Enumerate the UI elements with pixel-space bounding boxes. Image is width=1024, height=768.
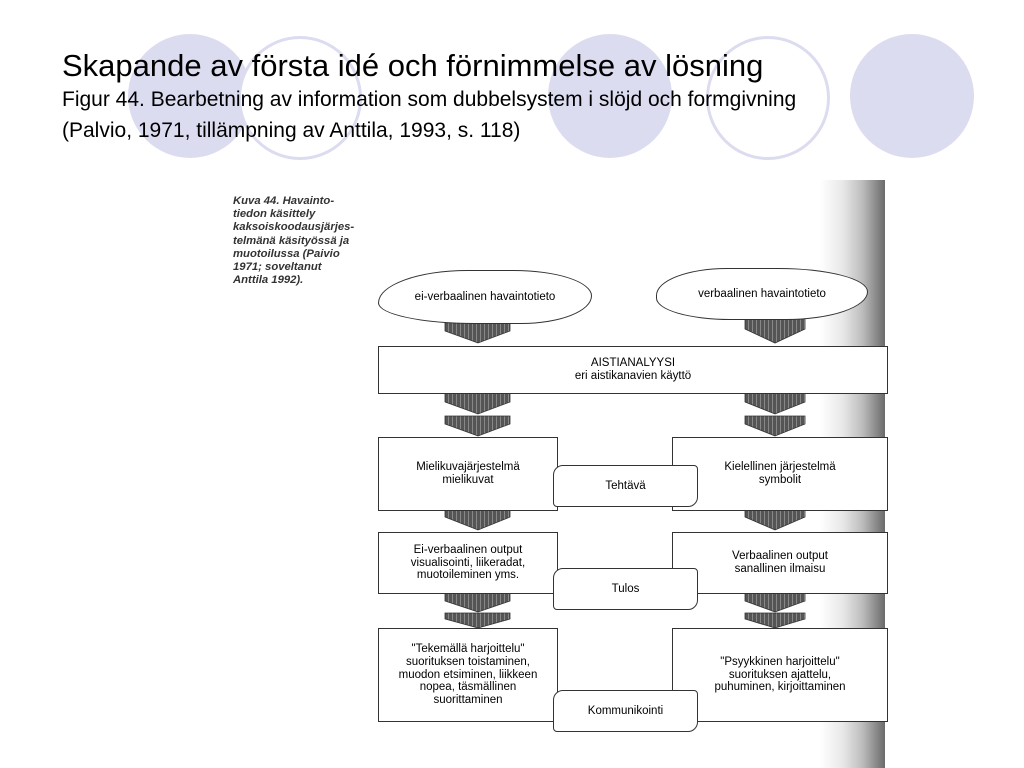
- arrow-left-4: [445, 592, 510, 612]
- input-cloud-verbal: [656, 268, 868, 320]
- task-connector-label: Tehtävä: [605, 480, 646, 492]
- arrow-left-2: [445, 392, 510, 414]
- communication-connector: [553, 690, 698, 732]
- arrow-left-2b: [445, 416, 510, 436]
- arrow-right-4b: [745, 613, 805, 628]
- slide-subtitle-line2: (Palvio, 1971, tillämpning av Anttila, 1993, s. 118): [62, 119, 521, 142]
- input-cloud-nonverbal: [378, 270, 592, 324]
- slide-title: Skapande av första idé och förnimmelse av lösning: [62, 48, 764, 83]
- arrow-left-3: [445, 509, 510, 530]
- arrow-right-1: [745, 318, 805, 343]
- sensory-analysis-title: AISTIANALYYSI: [590, 357, 676, 369]
- verbal-output-box: Verbaalinen output sanallinen ilmaisu: [672, 532, 888, 594]
- verbal-system-box: Kielellinen järjestelmä symbolit: [672, 437, 888, 511]
- input-cloud-nonverbal-label: ei-verbaalinen havaintotieto: [414, 291, 556, 303]
- input-cloud-verbal-label: verbaalinen havaintotieto: [698, 288, 826, 300]
- sensory-analysis-band: [378, 346, 888, 394]
- sensory-analysis-subtitle: eri aistikanavien käyttö: [574, 370, 692, 382]
- practice-by-doing-box: "Tekemällä harjoittelu" suorituksen toistaminen, muodon etsiminen, liikkeen nopea, täsmällinen suorittaminen: [378, 628, 558, 722]
- task-connector: [553, 465, 698, 507]
- communication-connector-label: Kommunikointi: [587, 705, 664, 717]
- imagery-system-box: Mielikuvajärjestelmä mielikuvat: [378, 437, 558, 511]
- mental-practice-box: "Psyykkinen harjoittelu" suorituksen ajattelu, puhuminen, kirjoittaminen: [672, 628, 888, 722]
- arrow-left-1: [445, 322, 510, 343]
- figure-caption: Kuva 44. Havainto- tiedon käsittely kaksoiskoodausjärjes- telmänä käsityössä ja muotoilussa (Paivio 1971; soveltanut Anttila 1992).: [233, 195, 355, 287]
- arrow-right-4: [745, 592, 805, 612]
- arrow-right-2b: [745, 416, 805, 436]
- slide-subtitle-line1: Figur 44. Bearbetning av information som dubbelsystem i slöjd och formgivning: [62, 88, 797, 111]
- result-connector: [553, 568, 698, 610]
- nonverbal-output-box: Ei-verbaalinen output visualisointi, liikeradat, muotoileminen yms.: [378, 532, 558, 594]
- arrow-right-2: [745, 392, 805, 414]
- arrow-left-4b: [445, 613, 510, 628]
- result-connector-label: Tulos: [611, 583, 640, 595]
- arrow-right-3: [745, 509, 805, 530]
